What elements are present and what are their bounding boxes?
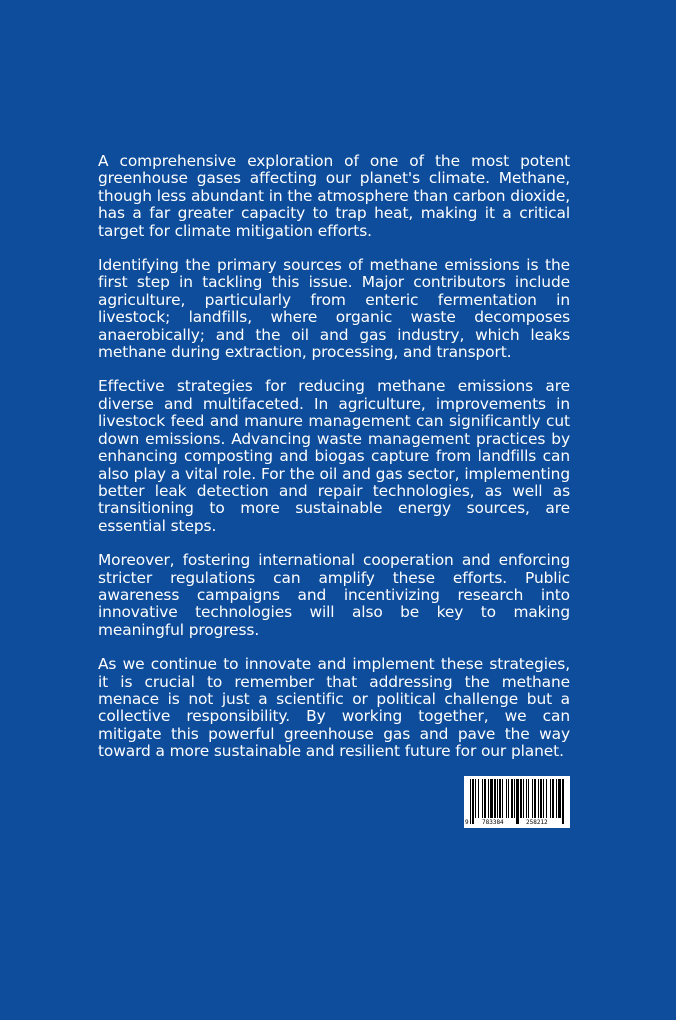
blurb-paragraph-2: Identifying the primary sources of methane emissions is the first step in tackling this issue. Major contributors include agriculture, particularly from enteric fermentation in livestock; landfills, where organic waste decomposes anaerobically; and the oil and gas industry, which leaks methane during extraction, processing, and transport. [98, 256, 570, 362]
barcode-bar [532, 779, 533, 818]
barcode-lead-digit: 9 [465, 819, 469, 826]
barcode-bar [514, 779, 515, 818]
barcode-bar [482, 779, 483, 818]
barcode-bar [478, 779, 479, 818]
barcode-bar [552, 779, 554, 818]
barcode-bar [502, 779, 503, 818]
barcode-bar [484, 779, 486, 818]
barcode-left-group: 783384 [482, 819, 504, 826]
isbn-barcode [464, 776, 570, 828]
barcode-bar [511, 779, 513, 818]
barcode-bar [520, 779, 522, 818]
barcode-bar [508, 779, 509, 818]
barcode-digits [464, 818, 570, 827]
barcode-bar [499, 779, 501, 818]
barcode-bar [497, 779, 498, 818]
blurb-paragraph-5: As we continue to innovate and implement these strategies, it is crucial to remember that addressing the methane menace is not just a scientific or political challenge but a collective responsibility. By working together, we can mitigate this powerful greenhouse gas and pave the way toward a more sustainable and resilient future for our planet. [98, 655, 570, 761]
blurb-paragraph-4: Moreover, fostering international cooperation and enforcing stricter regulations can amplify these efforts. Public awareness campaigns and incentivizing research into innovative technologies will also be key to making meaningful progress. [98, 551, 570, 639]
barcode-bar [526, 779, 527, 818]
barcode-bar [490, 779, 493, 818]
barcode-bar [528, 779, 529, 818]
barcode-right-group: 258212 [526, 819, 548, 826]
barcode-bar [506, 779, 507, 818]
barcode-bar [538, 779, 539, 818]
barcode-bar [494, 779, 496, 818]
blurb-paragraph-3: Effective strategies for reducing methane emissions are diverse and multifaceted. In agriculture, improvements in livestock feed and manure management can significantly cut down emissions. Advancing waste management practices by enhancing composting and biogas capture from landfills can also play a vital role. For the oil and gas sector, implementing better leak detection and repair technologies, as well as transitioning to more sustainable energy sources, are essential steps. [98, 377, 570, 535]
blurb-paragraph-1: A comprehensive exploration of one of the most potent greenhouse gases affecting our planet's climate. Methane, though less abundant in the atmosphere than carbon dioxide, has a far greater capacity to trap heat, making it a critical target for climate mitigation efforts. [98, 152, 570, 240]
barcode-bar [475, 779, 476, 818]
barcode-bar [543, 779, 544, 818]
barcode-bar [534, 779, 536, 818]
barcode-bar [558, 779, 561, 818]
barcode-bar [523, 779, 524, 818]
barcode-bar [550, 779, 551, 818]
barcode-bar [556, 779, 557, 818]
barcode-bar [546, 779, 547, 818]
back-cover-blurb [98, 153, 570, 778]
barcode-bar [488, 779, 489, 818]
barcode-bar [540, 779, 542, 818]
